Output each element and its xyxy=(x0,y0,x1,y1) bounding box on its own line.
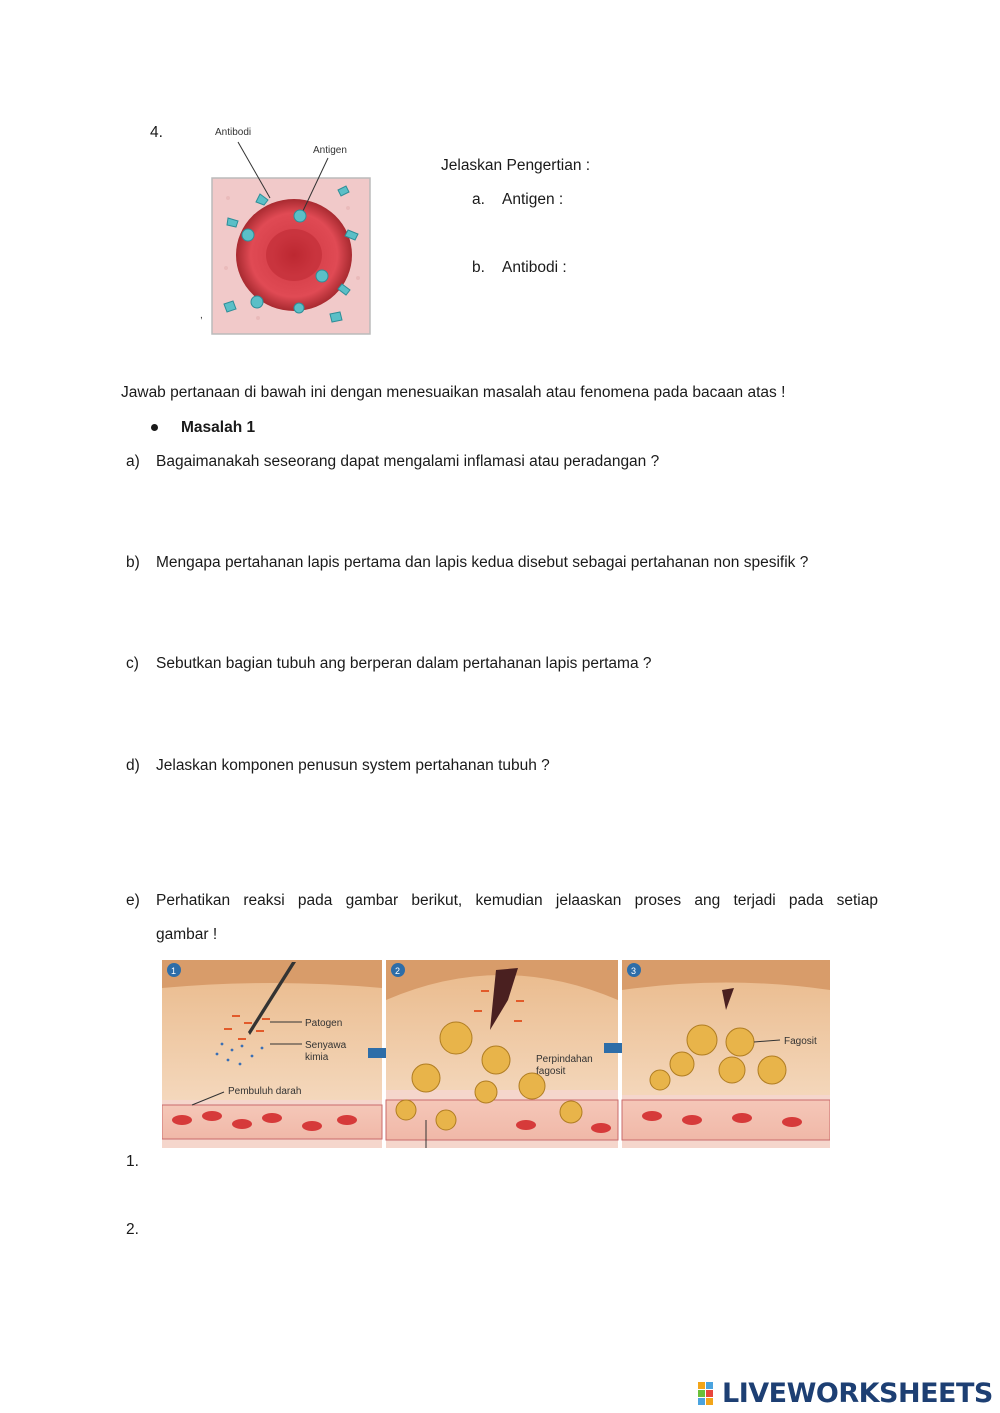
question-marker: b) xyxy=(126,554,140,571)
answer-1: 1. xyxy=(126,1153,139,1170)
question-marker: d) xyxy=(126,757,140,774)
definition-prompt: Jelaskan Pengertian : xyxy=(441,157,591,174)
question-text: Mengapa pertahanan lapis pertama dan lapis kedua disebut sebagai pertahanan non spesifik ? xyxy=(156,554,809,571)
item-text: Antibodi : xyxy=(502,259,567,276)
question-b xyxy=(126,553,808,573)
instruction-text: Jawab pertanaan di bawah ini dengan menesuaikan masalah atau fenomena pada bacaan atas ! xyxy=(121,384,786,401)
problem-title: Masalah 1 xyxy=(181,419,256,436)
question-e-line1 xyxy=(156,891,878,911)
word: kemudian xyxy=(475,892,543,909)
panel-number: 3 xyxy=(631,966,637,976)
definition-item-antibody xyxy=(472,258,567,278)
antigen-label: Antigen xyxy=(313,145,347,156)
antibody-label: Antibodi xyxy=(215,127,252,138)
word: Perhatikan xyxy=(156,892,231,909)
brand-name: LIVEWORKSHEETS xyxy=(722,1378,993,1409)
question-e-line2: gambar ! xyxy=(156,926,218,943)
question-number: 4. xyxy=(150,124,163,141)
panel-3 xyxy=(622,960,830,1148)
liveworksheets-brand xyxy=(698,1378,993,1409)
chemical-label-1: Senyawa xyxy=(305,1040,347,1051)
word: proses xyxy=(634,892,682,909)
panel-2 xyxy=(386,960,637,1148)
item-marker: b. xyxy=(472,259,485,276)
item-text: Antigen : xyxy=(502,191,564,208)
word: pada xyxy=(297,892,333,909)
word: terjadi xyxy=(733,892,776,909)
question-text: Sebutkan bagian tubuh ang berperan dalam pertahanan lapis pertama ? xyxy=(156,655,652,672)
blood-vessel-label: Pembuluh darah xyxy=(228,1086,302,1097)
question-text: Jelaskan komponen penusun system pertahanan tubuh ? xyxy=(156,757,550,774)
bullet-icon xyxy=(151,424,158,431)
chemical-label-2: kimia xyxy=(305,1052,329,1063)
definition-item-antigen xyxy=(472,190,563,210)
word: pada xyxy=(788,892,824,909)
question-d xyxy=(126,756,550,776)
word: berikut, xyxy=(411,892,463,909)
phagocyte-label: Fagosit xyxy=(784,1036,817,1047)
migration-label-2: fagosit xyxy=(536,1066,566,1077)
word: reaksi xyxy=(243,892,285,909)
panel-1 xyxy=(162,960,400,1148)
item-marker: a. xyxy=(472,191,485,208)
panel-number: 1 xyxy=(171,966,177,976)
word: gambar xyxy=(345,892,399,909)
question-marker: a) xyxy=(126,453,140,470)
inflammation-figure xyxy=(162,960,830,1150)
liveworksheets-logo-icon xyxy=(698,1381,722,1407)
question-text: Bagaimanakah seseorang dapat mengalami inflamasi atau peradangan ? xyxy=(156,453,660,470)
svg-text:,: , xyxy=(200,310,203,321)
panel-number: 2 xyxy=(395,966,401,976)
answer-2: 2. xyxy=(126,1221,139,1238)
question-marker: c) xyxy=(126,655,139,672)
question-e-marker: e) xyxy=(126,892,140,909)
word: ang xyxy=(694,892,721,909)
migration-label-1: Perpindahan xyxy=(536,1054,593,1065)
pathogen-label: Patogen xyxy=(305,1018,343,1029)
question-a xyxy=(126,452,659,472)
word: setiap xyxy=(836,892,878,909)
question-c xyxy=(126,654,652,674)
antigen-antibody-figure xyxy=(198,118,378,340)
word: jelaaskan xyxy=(555,892,622,909)
